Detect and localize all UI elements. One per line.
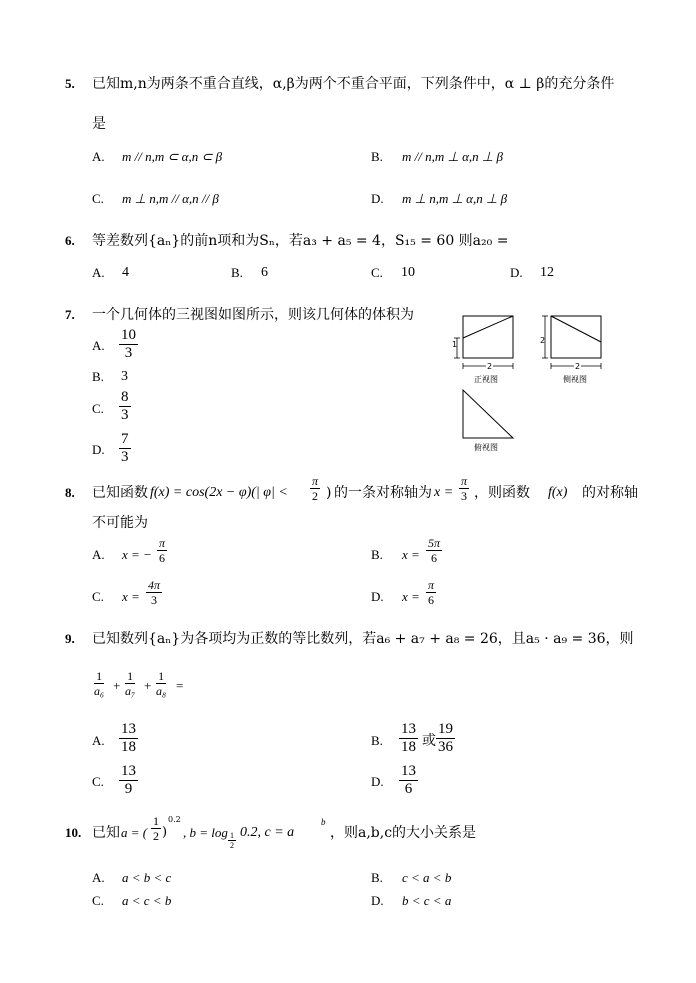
- q7-option-a-label: A.: [92, 338, 105, 353]
- q9-option-b-label: B.: [371, 733, 383, 748]
- q8-stem-pi-over-2-denominator: 2: [312, 489, 318, 503]
- q10-stem-half: [151, 814, 161, 843]
- q8-option-a-denominator: 6: [159, 551, 165, 565]
- q6-number: 6.: [65, 233, 75, 248]
- q9-option-b-or: 或: [422, 733, 436, 749]
- q9-option-b-fraction1: [399, 721, 418, 756]
- q10-stem-a: 已知: [92, 825, 120, 841]
- q6-option-c-label: C.: [371, 265, 383, 280]
- q8-option-a-numerator: π: [159, 536, 166, 550]
- q10-stem-f: ，则a,b,c的大小关系是: [330, 825, 477, 841]
- q9-option-d-numerator: 13: [401, 763, 416, 779]
- q7-option-c-label: C.: [92, 401, 104, 416]
- q10-option-a-label: A.: [92, 870, 105, 885]
- q9-option-a-fraction: [119, 721, 138, 756]
- front-view-diagonal: [463, 316, 513, 338]
- q9-option-a-denominator: 18: [121, 739, 136, 755]
- q5-option-b-text: m // n,m ⊥ α,n ⊥ β: [402, 149, 503, 164]
- q5-option-a-text: m // n,m ⊂ α,n ⊂ β: [122, 149, 223, 164]
- q6-stem: 等差数列{aₙ}的前n项和为Sₙ，若a₃ + a₅ = 4，S₁₅ = 60 则a₂₀ =: [92, 233, 509, 249]
- q9-option-c-fraction: [119, 763, 138, 798]
- q8-option-d-fraction: [426, 578, 436, 607]
- q8-stem-fx: f(x): [548, 485, 568, 500]
- q8-option-b-numerator: 5π: [428, 536, 441, 550]
- q5-option-c-label: C.: [92, 191, 104, 206]
- top-view-label: 俯视图: [474, 443, 498, 452]
- q5-option-a-label: A.: [92, 149, 105, 164]
- q8-option-c-fraction: [146, 578, 162, 607]
- q8-option-d-numerator: π: [428, 578, 435, 592]
- q9-option-b-denominator1: 18: [401, 739, 416, 755]
- q7-option-c-fraction: [119, 389, 131, 424]
- q7-option-a-denominator: 3: [124, 345, 133, 361]
- q7-option-c-denominator: 3: [121, 407, 129, 423]
- q10-option-d-label: D.: [371, 893, 384, 908]
- q7-option-a-fraction: [119, 327, 138, 362]
- q10-stem-b-eq: , b = log: [183, 825, 228, 840]
- q10-stem-half-denominator: 2: [153, 829, 159, 843]
- side-view-label: 侧视图: [563, 375, 587, 384]
- q6-option-c-text: 10: [401, 265, 415, 280]
- q8-option-d-denominator: 6: [428, 593, 434, 607]
- q8-stem-h: 的对称轴: [582, 485, 638, 501]
- q10-option-c-label: C.: [92, 893, 104, 908]
- q9-option-b-numerator2: 19: [438, 721, 453, 737]
- q8-stem-a: 已知函数: [92, 485, 148, 501]
- q9-expr-frac3-denominator: a₈: [156, 684, 167, 698]
- front-height-label: 1: [452, 340, 458, 349]
- q8-option-d-prefix: x =: [402, 589, 420, 604]
- q8-stem-line2: 不可能为: [92, 515, 148, 531]
- front-width-label: 2: [487, 362, 493, 371]
- q9-option-c-label: C.: [92, 774, 104, 789]
- q7-option-b-text: 3: [121, 369, 128, 384]
- side-view-diagonal: [551, 316, 601, 342]
- q5-option-c-text: m ⊥ n,m // α,n // β: [122, 191, 219, 206]
- q6-option-a-text: 4: [122, 265, 129, 280]
- q9-option-b-numerator1: 13: [401, 721, 416, 737]
- q8-option-b-fraction: [426, 536, 442, 565]
- q9-option-c-numerator: 13: [121, 763, 136, 779]
- q8-number: 8.: [65, 485, 75, 500]
- q9-expr-frac1-numerator: 1: [96, 669, 103, 683]
- q7-option-d-label: D.: [92, 442, 105, 457]
- q10-stem-log-base-numerator: 1: [230, 831, 234, 840]
- q7-number: 7.: [65, 307, 75, 322]
- q8-option-a-label: A.: [92, 547, 105, 562]
- q9-option-b-denominator2: 36: [438, 739, 453, 755]
- q9-option-d-denominator: 6: [404, 781, 413, 797]
- q10-option-b-label: B.: [371, 870, 383, 885]
- q8-stem-pi-over-2: [310, 474, 320, 503]
- q9-stem: 已知数列{aₙ}为各项均为正数的等比数列，若a₆ + a₇ + a₈ = 26，且a₅ · a₉ = 36，则: [92, 631, 634, 647]
- q8-stem-pi-over-3-numerator: π: [461, 474, 468, 488]
- q7-stem: 一个几何体的三视图如图所示，则该几何体的体积为: [92, 307, 414, 323]
- front-view-rect: [463, 316, 513, 358]
- q10-option-c-text: a < c < b: [122, 893, 172, 908]
- q7-option-a-numerator: 10: [121, 327, 136, 343]
- q9-expr-frac2-numerator: 1: [127, 669, 134, 683]
- q8-stem-f: ，则函数: [474, 485, 530, 501]
- q9-option-d-fraction: [399, 763, 418, 798]
- q10-number: 10.: [65, 825, 82, 840]
- q6-option-a-label: A.: [92, 265, 105, 280]
- q8-option-c-denominator: 3: [151, 593, 157, 607]
- q10-option-b-text: c < a < b: [402, 870, 452, 885]
- q9-expr-frac2-denominator: a₇: [125, 684, 136, 698]
- q8-option-c-label: C.: [92, 589, 104, 604]
- q8-stem-close-paren: ): [326, 485, 332, 501]
- q5-option-d-text: m ⊥ n,m ⊥ α,n ⊥ β: [402, 191, 508, 206]
- q9-option-d-label: D.: [371, 774, 384, 789]
- q7-option-b-label: B.: [92, 369, 104, 384]
- q8-stem-function: f(x) = cos(2x − φ)(| φ| <: [150, 485, 288, 500]
- q8-option-c-prefix: x =: [122, 589, 140, 604]
- q9-option-c-denominator: 9: [124, 781, 133, 797]
- q8-option-d-label: D.: [371, 589, 384, 604]
- q9-expr-frac3-numerator: 1: [158, 669, 165, 683]
- q9-option-a-label: A.: [92, 733, 105, 748]
- q9-number: 9.: [65, 631, 75, 646]
- q8-stem-pi-over-2-numerator: π: [312, 474, 319, 488]
- q7-option-c-numerator: 8: [121, 389, 129, 405]
- q8-stem-d: 的一条对称轴为: [334, 485, 432, 501]
- q8-option-a-prefix: x = −: [122, 547, 152, 562]
- q5-option-d-label: D.: [371, 191, 384, 206]
- q5-number: 5.: [65, 76, 75, 91]
- q9-expr-equals: =: [176, 678, 184, 693]
- q10-option-a-text: a < b < c: [122, 870, 172, 885]
- side-width-label: 2: [575, 362, 581, 371]
- q8-option-b-denominator: 6: [431, 551, 437, 565]
- q10-stem-a-eq: a = (: [121, 825, 148, 840]
- q9-expr-frac1-denominator: a₆: [94, 684, 105, 698]
- q8-option-b-prefix: x =: [402, 547, 420, 562]
- q9-expr-frac2: [123, 669, 137, 698]
- q9-option-a-numerator: 13: [121, 721, 136, 737]
- q5-stem-line2: 是: [92, 116, 106, 132]
- q9-option-b-fraction2: [436, 721, 455, 756]
- q10-stem-c-exponent: b: [321, 817, 326, 827]
- q8-option-c-numerator: 4π: [148, 578, 161, 592]
- q10-option-d-text: b < c < a: [402, 893, 452, 908]
- q10-stem-exponent: 0.2: [168, 815, 181, 824]
- q10-stem-log-base: [228, 831, 236, 850]
- q8-option-a-fraction: [157, 536, 167, 565]
- q8-stem-axis: x =: [434, 485, 454, 500]
- q10-stem-c-eq: 0.2, c = a: [240, 825, 295, 840]
- q6-option-d-label: D.: [510, 265, 523, 280]
- q7-option-d-numerator: 7: [121, 431, 129, 447]
- front-view-label: 正视图: [474, 375, 498, 384]
- q5-option-b-label: B.: [371, 149, 383, 164]
- q7-option-d-fraction: [119, 431, 131, 466]
- q6-option-d-text: 12: [540, 265, 554, 280]
- q7-option-d-denominator: 3: [121, 449, 129, 465]
- q6-option-b-text: 6: [261, 265, 268, 280]
- side-view-rect: [551, 316, 601, 358]
- q5-stem-line1: 已知m,n为两条不重合直线，α,β为两个不重合平面，下列条件中，α ⊥ β的充分条件: [92, 76, 615, 92]
- side-height-label: 2: [540, 336, 546, 345]
- q8-stem-pi-over-3: [459, 474, 469, 503]
- top-view-triangle: [463, 390, 513, 438]
- q10-stem-close-paren: ): [162, 825, 168, 840]
- q9-expr-plus1: +: [113, 678, 121, 693]
- q8-option-b-label: B.: [371, 547, 383, 562]
- q9-expr-frac1: [92, 669, 106, 698]
- q6-option-b-label: B.: [231, 265, 243, 280]
- q8-stem-pi-over-3-denominator: 3: [461, 489, 467, 503]
- q9-expr-plus2: +: [144, 678, 152, 693]
- q10-stem-half-numerator: 1: [153, 814, 159, 828]
- q10-stem-log-base-denominator: 2: [230, 841, 234, 850]
- q9-expr-frac3: [154, 669, 168, 698]
